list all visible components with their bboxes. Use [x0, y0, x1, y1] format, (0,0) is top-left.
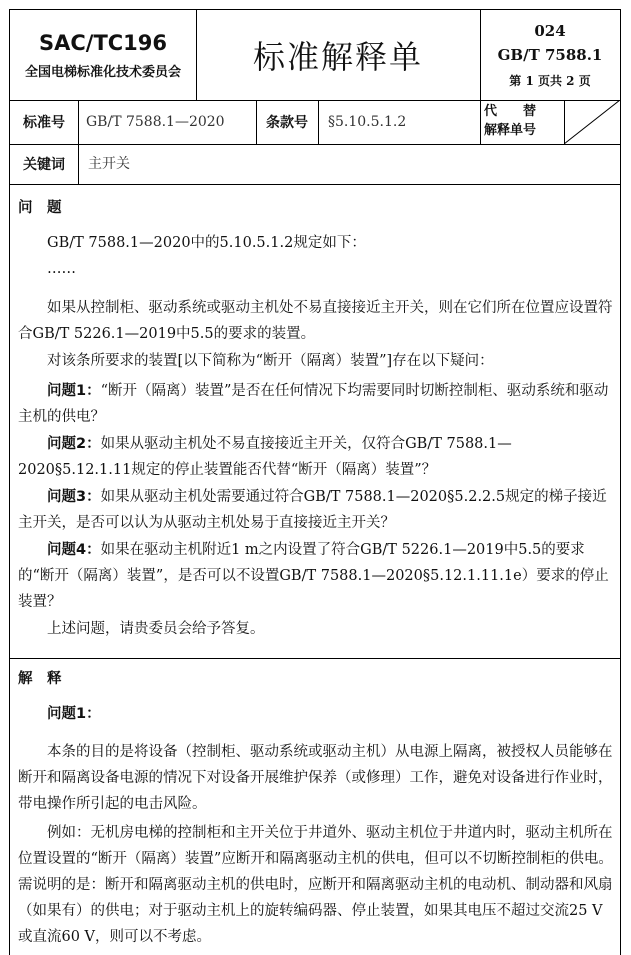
question-item-1 — [18, 378, 614, 430]
document-frame — [9, 9, 621, 955]
org-code: SAC/TC196 — [38, 30, 168, 55]
question-3-label: 问题3： — [47, 489, 101, 505]
answer-paragraph-2: 例如：无机房电梯的控制柜和主开关位于井道外、驱动主机位于井道内时，驱动主机所在位置设置的“断开（隔离）装置”应断开和隔离驱动主机的供电，但可以不切断控制柜的供电。需说明的是：断开和隔离驱动主机的供电时，应断开和隔离驱动主机的电动机、制动器和风扇（如果有）的供电；对于驱动主机上的旋转编码器、停止装置，如果其电压不超过交流25 V或直流60 V，则可以不考虑。 — [18, 825, 613, 945]
question-item-4 — [18, 537, 614, 615]
question-3-text: 如果从驱动主机处需要通过符合GB/T 7588.1—2020§5.2.2.5规定的梯子接近主开关，是否可以认为从驱动主机处易于直接接近主开关？ — [18, 489, 607, 531]
question-ellipsis: …… — [47, 261, 76, 277]
question-1-label: 问题1： — [47, 383, 101, 399]
page-title: 标准解释单 — [252, 38, 423, 76]
question-4-label: 问题4： — [47, 542, 101, 558]
doc-number-block — [480, 10, 620, 100]
empty-cell-diagonal — [564, 100, 620, 144]
question-intro: GB/T 7588.1—2020中的5.10.5.1.2规定如下： — [47, 235, 366, 251]
answer-paragraph-1: 本条的目的是将设备（控制柜、驱动系统或驱动主机）从电源上隔离，被授权人员能够在断开和隔离设备电源的情况下对设备开展维护保养（或修理）工作，避免对设备进行作业时，带电操作所引起的电击风险。 — [18, 744, 613, 812]
page-info: 第 1 页共 2 页 — [509, 73, 591, 88]
doc-title-block — [196, 10, 480, 100]
question-1-text: “断开（隔离）装置”是否在任何情况下均需要同时切断控制柜、驱动系统和驱动主机的供电？ — [18, 383, 609, 425]
org-name: 全国电梯标准化技术委员会 — [24, 64, 181, 80]
standard-code: GB/T 7588.1 — [497, 45, 603, 64]
answer-heading: 解 释 — [18, 671, 62, 687]
clause-label: 条款号 — [266, 115, 308, 131]
std-label: 标准号 — [23, 115, 65, 131]
keyword-label: 关键词 — [23, 157, 65, 173]
question-closing: 上述问题，请贵委员会给予答复。 — [47, 621, 265, 637]
question-heading: 问 题 — [18, 200, 62, 216]
question-item-3 — [18, 484, 614, 536]
clause-value: §5.10.5.1.2 — [328, 114, 407, 130]
question-4-text: 如果在驱动主机附近1 m之内设置了符合GB/T 5226.1—2019中5.5的要求的“断开（隔离）装置”，是否可以不设置GB/T 7588.1—2020§5.12.1.11.1e）要求的停止装置？ — [18, 542, 609, 610]
question-2-text: 如果从驱动主机处不易直接接近主开关，仅符合GB/T 7588.1—2020§5.12.1.11规定的停止装置能否代替“断开（隔离）装置”？ — [18, 436, 512, 478]
question-2-label: 问题2： — [47, 436, 101, 452]
question-item-2 — [18, 431, 614, 483]
question-doubt: 对该条所要求的装置[以下简称为“断开（隔离）装置”]存在以下疑问： — [47, 353, 494, 369]
question-quote: 如果从控制柜、驱动系统或驱动主机处不易直接接近主开关，则在它们所在位置应设置符合GB/T 5226.1—2019中5.5的要求的装置。 — [18, 300, 613, 342]
org-block — [10, 10, 196, 100]
keyword-value: 主开关 — [88, 156, 130, 172]
answer-sub-heading: 问题1： — [47, 706, 101, 722]
replace-label: 代 替 解释单号 — [484, 104, 537, 138]
std-value: GB/T 7588.1—2020 — [86, 114, 225, 130]
doc-number: 024 — [534, 21, 566, 40]
